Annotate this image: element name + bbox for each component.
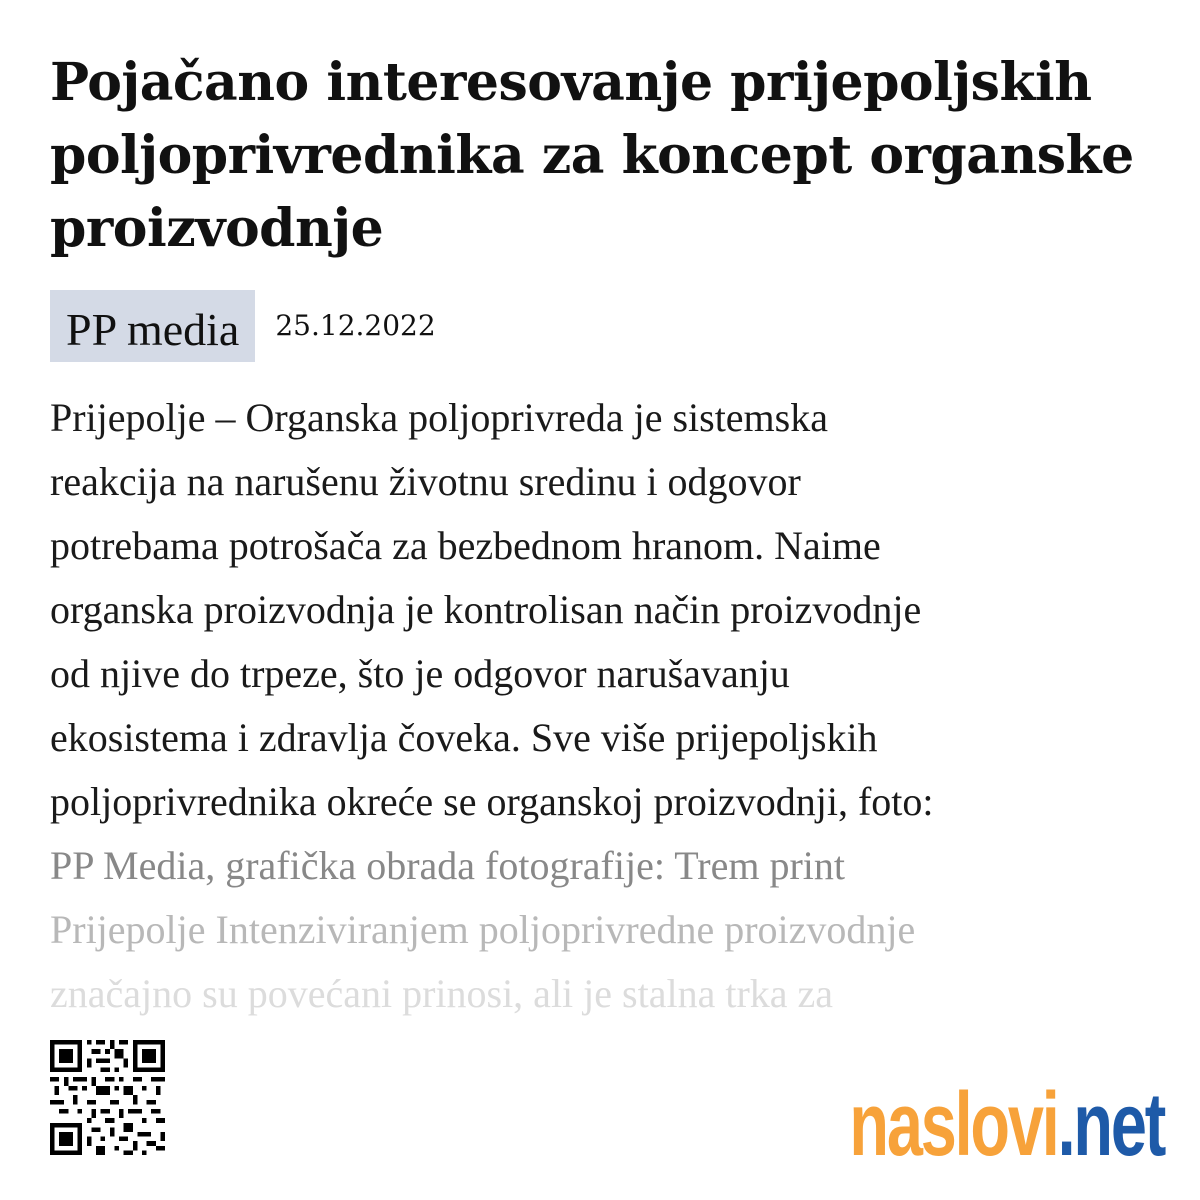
body-line: PP Media, grafička obrada fotografije: Trem print xyxy=(50,843,845,888)
source-badge[interactable]: PP media xyxy=(50,290,255,362)
body-line: ekosistema i zdravlja čoveka. Sve više prijepoljskih xyxy=(50,715,878,760)
body-line: značajno su povećani prinosi, ali je stalna trka za xyxy=(50,971,834,1016)
body-line: od njive do trpeze, što je odgovor narušavanju xyxy=(50,651,790,696)
qr-code-icon[interactable] xyxy=(50,1040,165,1155)
article-body xyxy=(50,386,1160,1016)
article-title: Pojačano interesovanje prijepoljskih poljoprivrednika za koncept organske proizvodnje xyxy=(50,52,1134,259)
publish-date: 25.12.2022 xyxy=(275,309,436,342)
body-line: poljoprivrednika okreće se organskoj proizvodnji, foto: xyxy=(50,779,934,824)
logo-text-naslovi: naslovi xyxy=(849,1075,1058,1175)
body-line: Prijepolje Intenziviranjem poljoprivredne proizvodnje xyxy=(50,907,916,952)
naslovi-logo[interactable] xyxy=(849,1060,1164,1175)
body-line: Prijepolje – Organska poljoprivreda je sistemska xyxy=(50,395,828,440)
body-line: reakcija na narušenu životnu sredinu i odgovor xyxy=(50,459,801,504)
logo-text-net: .net xyxy=(1057,1075,1164,1175)
body-line: potrebama potrošača za bezbednom hranom. Naime xyxy=(50,523,881,568)
article-meta xyxy=(50,290,436,362)
body-line: organska proizvodnja je kontrolisan način proizvodnje xyxy=(50,587,922,632)
